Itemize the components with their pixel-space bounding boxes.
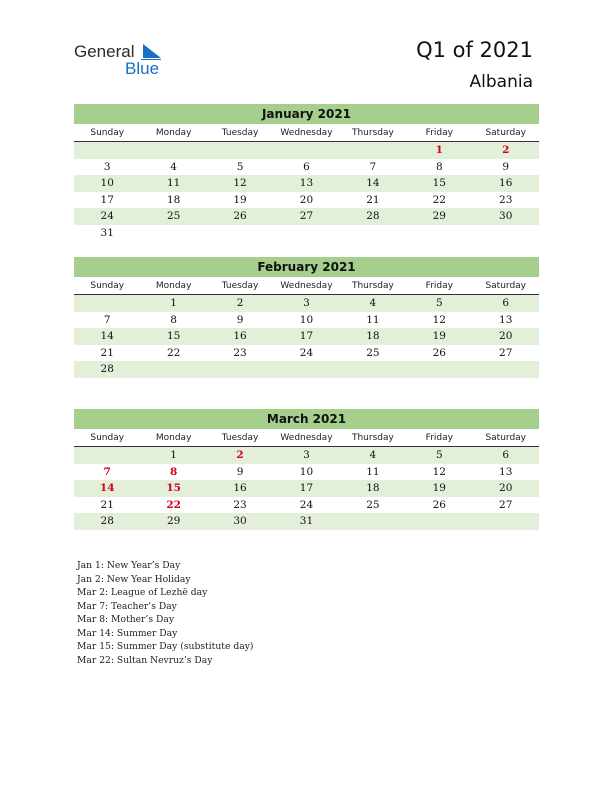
day-cell: 17	[299, 482, 314, 495]
day-cell	[207, 361, 273, 378]
week-row	[74, 497, 539, 514]
day-cell: 5	[236, 160, 244, 173]
day-cell: 13	[499, 313, 513, 326]
week-row	[74, 192, 539, 209]
day-cell: 9	[236, 465, 244, 478]
day-cell	[473, 361, 539, 378]
week-row	[74, 312, 539, 329]
day-cell: 12	[432, 313, 446, 326]
day-cell: 20	[499, 482, 513, 495]
week-row	[74, 208, 539, 225]
day-cell: 27	[299, 210, 314, 223]
holiday-note: Mar 2: League of Lezhë day	[77, 587, 208, 598]
day-cell: 31	[299, 515, 314, 528]
holiday-note: Mar 8: Mother’s Day	[77, 614, 175, 625]
day-cell: 19	[432, 482, 446, 495]
day-cell: 17	[299, 330, 314, 343]
day-cell: 8	[170, 313, 177, 326]
day-cell: 11	[166, 177, 181, 190]
day-cell	[74, 447, 140, 464]
week-row	[74, 159, 539, 176]
month-calendar-2	[74, 409, 539, 530]
day-cell: 7	[369, 160, 377, 173]
holiday-note: Mar 14: Summer Day	[77, 627, 178, 639]
day-cell: 1	[170, 449, 177, 461]
day-cell: 19	[432, 330, 446, 343]
day-cell	[340, 361, 406, 378]
day-cell: 6	[502, 449, 510, 461]
country-name: Albania	[469, 72, 533, 92]
day-cell: 18	[166, 193, 181, 206]
day-cell: 1	[170, 297, 177, 309]
weekday-label: Saturday	[485, 281, 527, 291]
weekday-label: Wednesday	[280, 433, 333, 443]
weekday-label: Tuesday	[221, 433, 259, 443]
day-cell: 21	[100, 498, 114, 511]
day-cell: 24	[100, 210, 114, 223]
holiday-note: Jan 2: New Year Holiday	[77, 573, 191, 585]
week-row	[74, 225, 539, 242]
day-cell: 15	[166, 330, 181, 343]
day-cell	[74, 142, 140, 159]
weekday-label: Monday	[155, 281, 192, 291]
day-cell: 10	[100, 177, 114, 190]
week-row	[74, 328, 539, 345]
day-cell: 5	[435, 449, 443, 461]
day-cell: 17	[100, 193, 114, 206]
day-cell: 27	[499, 498, 513, 511]
day-cell: 28	[366, 210, 380, 223]
day-cell: 14	[100, 330, 114, 343]
day-cell: 12	[233, 177, 247, 190]
day-cell: 31	[100, 226, 114, 239]
day-cell	[340, 142, 406, 159]
page-title: Q1 of 2021	[416, 38, 533, 62]
day-cell: 26	[233, 210, 247, 223]
day-cell: 30	[233, 515, 247, 528]
day-cell	[406, 361, 472, 378]
day-cell: 13	[499, 465, 513, 478]
weekday-label: Saturday	[485, 128, 527, 138]
day-cell: 8	[435, 160, 443, 173]
day-cell: 19	[233, 193, 247, 206]
day-cell: 27	[499, 346, 513, 359]
weekday-label: Saturday	[485, 433, 527, 443]
day-cell	[273, 225, 339, 242]
day-cell: 14	[366, 177, 380, 190]
week-row	[74, 345, 539, 362]
day-cell	[340, 513, 406, 530]
day-cell: 10	[299, 313, 314, 326]
day-cell: 1	[435, 144, 443, 156]
day-cell: 25	[366, 346, 380, 359]
weekday-label: Friday	[425, 281, 453, 291]
weekday-label: Tuesday	[221, 128, 259, 138]
weekday-label: Friday	[425, 433, 453, 443]
day-cell	[473, 513, 539, 530]
day-cell: 2	[236, 297, 244, 309]
day-cell: 6	[502, 297, 510, 309]
day-cell: 16	[499, 177, 513, 190]
day-cell: 18	[366, 330, 380, 343]
day-cell: 4	[369, 297, 377, 309]
day-cell	[207, 225, 273, 242]
day-cell: 4	[369, 449, 377, 461]
brand-word-blue: Blue	[125, 59, 160, 78]
brand-word-general: General	[74, 42, 135, 61]
week-row	[74, 295, 539, 312]
holiday-note: Mar 15: Summer Day (substitute day)	[77, 641, 254, 652]
day-cell: 26	[432, 346, 446, 359]
week-row	[74, 447, 539, 464]
day-cell: 4	[170, 160, 177, 173]
day-cell: 18	[366, 482, 380, 495]
holiday-note: Mar 7: Teacher’s Day	[77, 600, 177, 612]
day-cell: 7	[103, 313, 111, 326]
month-title: March 2021	[74, 409, 539, 429]
day-cell: 24	[299, 498, 314, 511]
holiday-note: Jan 1: New Year’s Day	[77, 560, 181, 571]
day-cell	[340, 225, 406, 242]
month-title: February 2021	[74, 257, 539, 277]
week-row	[74, 142, 539, 159]
day-cell: 3	[103, 160, 111, 173]
day-cell	[406, 225, 472, 242]
day-cell: 29	[166, 515, 181, 528]
weekday-header-row	[74, 429, 539, 447]
day-cell: 23	[233, 498, 247, 511]
day-cell: 12	[432, 465, 446, 478]
month-title: January 2021	[74, 104, 539, 124]
weekday-label: Sunday	[90, 128, 125, 138]
day-cell: 23	[233, 346, 247, 359]
day-cell: 15	[432, 177, 446, 190]
day-cell: 24	[299, 346, 314, 359]
day-cell: 21	[366, 193, 380, 206]
day-cell: 25	[166, 210, 181, 223]
day-cell: 9	[236, 313, 244, 326]
day-cell: 3	[303, 449, 310, 461]
weekday-label: Thursday	[351, 433, 394, 443]
day-cell: 25	[366, 498, 380, 511]
day-cell: 7	[103, 465, 111, 478]
day-cell: 2	[236, 449, 244, 461]
day-cell: 22	[166, 498, 181, 511]
weekday-header-row	[74, 124, 539, 142]
day-cell: 30	[499, 210, 513, 223]
day-cell	[406, 513, 472, 530]
weekday-label: Friday	[425, 128, 453, 138]
day-cell: 5	[435, 297, 443, 309]
weekday-label: Wednesday	[280, 128, 333, 138]
day-cell: 3	[303, 297, 310, 309]
day-cell	[207, 142, 273, 159]
day-cell: 28	[100, 363, 114, 376]
day-cell: 11	[366, 465, 380, 478]
day-cell: 22	[432, 193, 446, 206]
week-row	[74, 464, 539, 481]
day-cell: 29	[432, 210, 446, 223]
week-row	[74, 480, 539, 497]
day-cell: 10	[299, 465, 314, 478]
weekday-label: Sunday	[90, 281, 125, 291]
day-cell: 13	[299, 177, 314, 190]
holiday-note: Mar 22: Sultan Nevruz’s Day	[77, 654, 213, 666]
weekday-label: Wednesday	[280, 281, 333, 291]
day-cell	[74, 295, 140, 312]
day-cell: 9	[502, 160, 510, 173]
day-cell	[273, 361, 339, 378]
week-row	[74, 513, 539, 530]
day-cell: 8	[169, 465, 178, 478]
weekday-label: Monday	[155, 128, 192, 138]
day-cell: 15	[166, 482, 181, 495]
day-cell: 22	[166, 346, 181, 359]
flag-icon	[141, 44, 161, 60]
day-cell	[140, 142, 206, 159]
weekday-label: Thursday	[351, 281, 394, 291]
weekday-label: Tuesday	[221, 281, 259, 291]
day-cell: 20	[299, 193, 314, 206]
day-cell: 11	[366, 313, 380, 326]
week-row	[74, 361, 539, 378]
day-cell: 20	[499, 330, 513, 343]
day-cell	[473, 225, 539, 242]
day-cell	[140, 225, 206, 242]
day-cell: 16	[233, 330, 247, 343]
weekday-label: Sunday	[90, 433, 125, 443]
day-cell: 2	[502, 144, 510, 156]
holiday-notes	[77, 559, 253, 667]
day-cell	[273, 142, 339, 159]
day-cell: 28	[100, 515, 114, 528]
brand-logo	[74, 42, 174, 78]
day-cell: 14	[99, 482, 115, 495]
weekday-label: Thursday	[351, 128, 394, 138]
month-calendar-1	[74, 257, 539, 378]
day-cell: 26	[432, 498, 446, 511]
weekday-label: Monday	[155, 433, 192, 443]
day-cell: 6	[303, 160, 310, 173]
day-cell: 21	[100, 346, 114, 359]
month-calendar-0	[74, 104, 539, 242]
day-cell: 23	[499, 193, 513, 206]
week-row	[74, 175, 539, 192]
day-cell	[140, 361, 206, 378]
day-cell: 16	[233, 482, 247, 495]
weekday-header-row	[74, 277, 539, 295]
